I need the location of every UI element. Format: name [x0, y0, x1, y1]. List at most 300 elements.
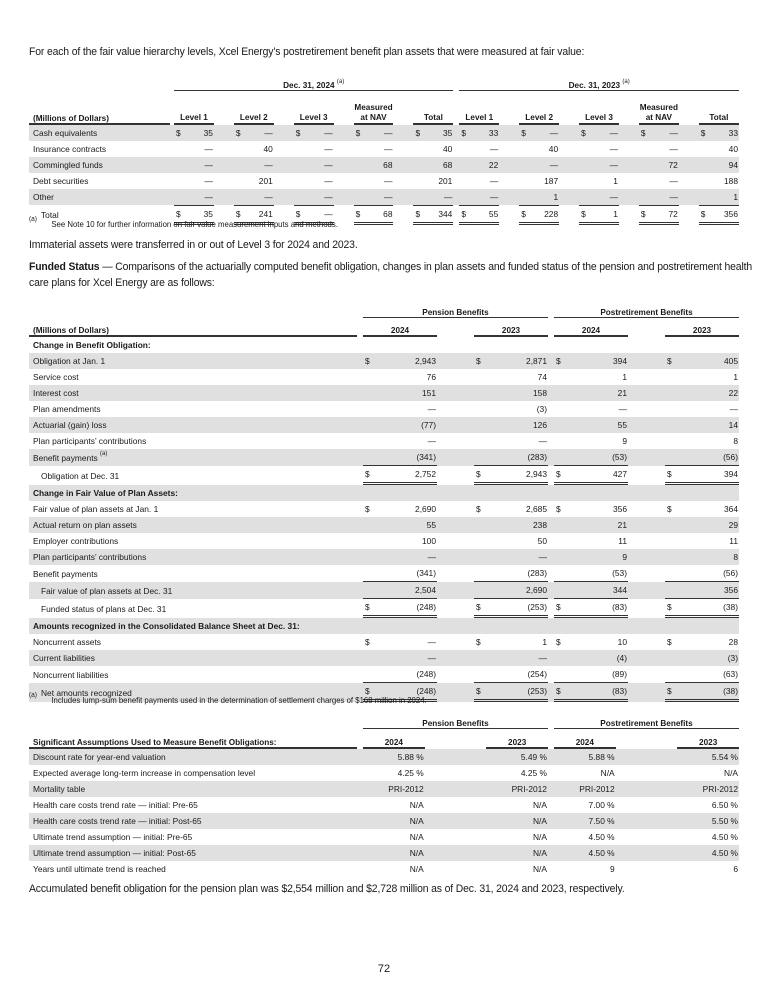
- currency-symbol: [294, 157, 314, 173]
- row-label: Other: [29, 189, 170, 205]
- cell-value: 50: [537, 536, 547, 546]
- cell-value: —: [374, 125, 394, 141]
- gap-cell: [616, 781, 678, 797]
- gap-cell: [559, 173, 579, 189]
- currency-symbol: [459, 141, 479, 157]
- year-header: 2024: [554, 729, 616, 749]
- table-row: [29, 353, 739, 369]
- row-label: Health care costs trend rate — initial: Pre-65: [33, 800, 198, 810]
- table-row: [29, 385, 739, 401]
- gap-cell: [425, 861, 487, 877]
- gap-cell: [628, 683, 665, 702]
- cell-value: 100: [422, 536, 436, 546]
- gap-cell: [616, 829, 678, 845]
- period-header: [459, 68, 739, 91]
- cell-value: 21: [591, 517, 628, 533]
- cell-value: (56): [702, 449, 739, 466]
- header-spacer: [29, 300, 357, 318]
- cell-value: —: [427, 404, 436, 414]
- currency-symbol: [665, 401, 702, 417]
- cell-value: —: [433, 189, 453, 205]
- header-row-periods: [29, 68, 739, 91]
- currency-symbol: $: [413, 205, 433, 225]
- cell-value: 9: [622, 436, 627, 446]
- currency-symbol: [699, 173, 719, 189]
- gap-cell: [437, 401, 474, 417]
- cell-value: (38): [702, 599, 739, 618]
- row-label: [29, 353, 357, 369]
- column-header-line: Measured: [639, 103, 678, 112]
- row-label: [29, 634, 357, 650]
- cell-value: (3): [536, 404, 547, 414]
- cell-value: 158: [511, 385, 548, 401]
- currency-symbol: [554, 650, 591, 666]
- year-header: 2024: [363, 318, 437, 337]
- gap-cell: [274, 157, 294, 173]
- gap-cell: [619, 189, 639, 205]
- currency-symbol: $: [556, 637, 561, 647]
- currency-symbol: [363, 666, 400, 683]
- currency-symbol: [554, 417, 591, 433]
- cell-value: 33: [479, 125, 499, 141]
- currency-symbol: [665, 517, 702, 533]
- cell-value: 344: [591, 582, 628, 599]
- gap-cell: [628, 369, 665, 385]
- cell-value: 35: [194, 205, 214, 225]
- currency-symbol: [699, 157, 719, 173]
- table-row: [29, 549, 739, 565]
- currency-symbol: [554, 385, 591, 401]
- gap-cell: [679, 141, 699, 157]
- cell-value: —: [479, 189, 499, 205]
- currency-symbol: [639, 157, 659, 173]
- row-label: [29, 401, 357, 417]
- footnote-mark: (a): [29, 692, 37, 699]
- currency-symbol: [474, 433, 511, 449]
- row-label: Debt securities: [33, 176, 89, 186]
- gap-cell: [628, 401, 665, 417]
- cell-value: 35: [194, 125, 214, 141]
- cell-value: (4): [591, 650, 628, 666]
- cell-value: —: [204, 176, 213, 186]
- gap-cell: [274, 189, 294, 205]
- currency-symbol: [639, 173, 659, 189]
- gap-cell: [334, 189, 354, 205]
- gap-cell: [559, 157, 579, 173]
- currency-symbol: $: [174, 125, 194, 141]
- column-header-level1: Level 1: [459, 91, 499, 125]
- section-title: Change in Benefit Obligation:: [33, 340, 151, 350]
- currency-symbol: [363, 533, 400, 549]
- cell-value: —: [729, 404, 738, 414]
- row-label: [29, 501, 357, 517]
- gap-cell: [628, 582, 665, 599]
- currency-symbol: [413, 189, 433, 205]
- period-header-text: Dec. 31, 2024: [283, 81, 335, 90]
- section-title-row: [29, 337, 739, 353]
- units-header: (Millions of Dollars): [29, 318, 357, 337]
- gap-cell: [499, 91, 519, 125]
- currency-symbol: [554, 449, 591, 466]
- column-header-level2: Level 2: [519, 91, 559, 125]
- table-row: [29, 565, 739, 582]
- cell-value: 5.54 %: [677, 749, 739, 765]
- cell-value: 4.50 %: [588, 832, 615, 842]
- row-label: Mortality table: [29, 781, 357, 797]
- currency-symbol: [665, 533, 702, 549]
- year-header: 2024: [363, 729, 425, 749]
- table-row: [29, 157, 739, 173]
- column-header-total: Total: [413, 91, 453, 125]
- cell-value: —: [204, 144, 213, 154]
- currency-symbol: [363, 401, 400, 417]
- cell-value: (253): [511, 683, 548, 702]
- cell-value: —: [314, 157, 334, 173]
- cell-value: 29: [702, 517, 739, 533]
- row-label-text: Plan participants’ contributions: [33, 552, 147, 562]
- row-label-text: Benefit payments: [33, 568, 98, 579]
- cell-value: 94: [719, 157, 739, 173]
- row-label-text: Employer contributions: [33, 536, 119, 546]
- gap-cell: [499, 141, 519, 157]
- cell-value: (83): [591, 599, 628, 618]
- assumptions-header-label: Significant Assumptions Used to Measure Benefit Obligations:: [29, 729, 357, 749]
- level3-paragraph: Immaterial assets were transferred in or out of Level 3 for 2024 and 2023.: [29, 239, 358, 251]
- cell-value: —: [599, 157, 619, 173]
- gap-cell: [214, 189, 234, 205]
- cell-value: (53): [591, 449, 628, 466]
- gap-cell: [679, 125, 699, 141]
- gap-cell: [619, 205, 639, 225]
- currency-symbol: [665, 565, 702, 582]
- row-label-text: Current liabilities: [33, 653, 95, 663]
- currency-symbol: $: [294, 205, 314, 225]
- period-header-text: Dec. 31, 2023: [568, 81, 621, 90]
- gap-cell: [437, 634, 474, 650]
- table-row: [29, 449, 739, 466]
- table-row-total: [29, 466, 739, 485]
- cell-value: N/A: [363, 813, 425, 829]
- cell-value: —: [194, 189, 214, 205]
- cell-value: 7.00 %: [588, 800, 615, 810]
- gap-cell: [619, 157, 639, 173]
- footnote-text: Includes lump-sum benefit payments used in the determination of settlement charges of $168 million in 2024.: [51, 695, 427, 705]
- row-label-text: Obligation at Jan. 1: [33, 356, 106, 366]
- currency-symbol: $: [363, 599, 400, 618]
- gap-cell: [616, 813, 678, 829]
- gap-cell: [616, 797, 678, 813]
- row-label: Insurance contracts: [33, 144, 107, 154]
- gap-cell: [559, 91, 579, 125]
- cell-value: 364: [724, 504, 738, 514]
- footnote-mark: (a): [100, 450, 108, 457]
- cell-value: 28: [728, 637, 738, 647]
- year-header: 2024: [554, 318, 628, 337]
- gap-cell: [437, 449, 474, 466]
- gap-cell: [393, 205, 413, 225]
- currency-symbol: [413, 173, 433, 189]
- gap-cell: [425, 781, 487, 797]
- cell-value: (248): [400, 666, 437, 683]
- group-header: Pension Benefits: [363, 712, 548, 729]
- currency-symbol: [459, 173, 479, 189]
- cell-value: N/A: [409, 832, 424, 842]
- currency-symbol: [554, 549, 591, 565]
- currency-symbol: $: [459, 125, 479, 141]
- gap-cell: [437, 318, 474, 337]
- table-row: [29, 813, 739, 829]
- gap-cell: [628, 449, 665, 466]
- gap-cell: [437, 517, 474, 533]
- units-header: (Millions of Dollars): [29, 91, 170, 125]
- cell-value: 2,871: [511, 353, 548, 369]
- currency-symbol: [174, 173, 194, 189]
- cell-value: 405: [702, 353, 739, 369]
- currency-symbol: [174, 189, 194, 205]
- currency-symbol: [363, 650, 400, 666]
- column-header-nav: [639, 91, 679, 125]
- currency-symbol: [474, 582, 511, 599]
- table-row: [29, 173, 739, 189]
- gap-cell: [499, 173, 519, 189]
- row-label-text: Funded status of plans at Dec. 31: [41, 603, 167, 614]
- cell-value: 238: [511, 517, 548, 533]
- currency-symbol: $: [556, 504, 561, 514]
- gap-cell: [628, 433, 665, 449]
- cell-value: 187: [544, 176, 559, 186]
- gap-cell: [628, 517, 665, 533]
- cell-value: 74: [537, 372, 547, 382]
- currency-symbol: [579, 189, 599, 205]
- gap-cell: [334, 157, 354, 173]
- gap-cell: [628, 650, 665, 666]
- gap-cell: [499, 125, 519, 141]
- currency-symbol: [554, 533, 591, 549]
- cell-value: (253): [511, 599, 548, 618]
- table-row: [29, 861, 739, 877]
- currency-symbol: [363, 417, 400, 433]
- cell-value: PRI-2012: [363, 781, 425, 797]
- cell-value: N/A: [533, 864, 547, 874]
- row-label: [29, 466, 357, 485]
- currency-symbol: $: [234, 205, 254, 225]
- cell-value: 11: [618, 536, 627, 546]
- cell-value: 394: [702, 466, 739, 485]
- currency-symbol: $: [554, 353, 591, 369]
- currency-symbol: [474, 449, 511, 466]
- cell-value: 5.50 %: [677, 813, 739, 829]
- cell-value: PRI-2012: [677, 781, 739, 797]
- cell-value: 8: [702, 549, 739, 565]
- cell-value: 228: [539, 205, 559, 225]
- gap-cell: [437, 582, 474, 599]
- gap-cell: [334, 125, 354, 141]
- currency-symbol: [665, 433, 702, 449]
- currency-symbol: [459, 189, 479, 205]
- gap-cell: [679, 157, 699, 173]
- currency-symbol: [519, 157, 539, 173]
- currency-symbol: $: [234, 125, 254, 141]
- currency-symbol: $: [699, 205, 719, 225]
- gap-cell: [499, 189, 519, 205]
- gap-cell: [274, 141, 294, 157]
- footnote-mark: (a): [336, 79, 345, 85]
- footnote-mark: (a): [29, 216, 37, 223]
- row-label-text: Benefit payments: [33, 452, 98, 463]
- gap-cell: [628, 385, 665, 401]
- currency-symbol: $: [554, 466, 591, 485]
- gap-cell: [628, 501, 665, 517]
- gap-cell: [274, 173, 294, 189]
- cell-value: 4.50 %: [554, 845, 616, 861]
- cell-value: 5.88 %: [554, 749, 616, 765]
- cell-value: —: [314, 205, 334, 225]
- row-label: Ultimate trend assumption — initial: Pre-65: [33, 832, 193, 842]
- table-row: [29, 533, 739, 549]
- currency-symbol: [639, 189, 659, 205]
- funded-status-paragraph: [29, 259, 764, 291]
- cell-value: —: [609, 144, 618, 154]
- assumptions-table: [29, 712, 739, 877]
- cell-value: —: [254, 189, 274, 205]
- currency-symbol: [474, 401, 511, 417]
- currency-symbol: [363, 582, 400, 599]
- currency-symbol: $: [413, 125, 433, 141]
- cell-value: 55: [479, 205, 499, 225]
- cell-value: (83): [591, 683, 628, 702]
- gap-cell: [628, 417, 665, 433]
- row-label-text: Obligation at Dec. 31: [41, 470, 120, 481]
- section-title-row: [29, 485, 739, 501]
- row-label: [29, 385, 357, 401]
- cell-value: (341): [400, 449, 437, 466]
- currency-symbol: $: [667, 637, 672, 647]
- gap-cell: [437, 549, 474, 565]
- gap-cell: [619, 141, 639, 157]
- gap-cell: [628, 565, 665, 582]
- currency-symbol: $: [519, 205, 539, 225]
- table-row: [29, 765, 739, 781]
- table-row: [29, 666, 739, 683]
- currency-symbol: [363, 385, 400, 401]
- cell-value: —: [324, 144, 333, 154]
- currency-symbol: $: [474, 353, 511, 369]
- cell-value: (77): [400, 417, 437, 433]
- cell-value: —: [194, 157, 214, 173]
- currency-symbol: [234, 189, 254, 205]
- row-label: Discount rate for year-end valuation: [29, 749, 357, 765]
- row-label-text: Noncurrent assets: [33, 637, 101, 647]
- cell-value: 55: [591, 417, 628, 433]
- gap-cell: [393, 141, 413, 157]
- currency-symbol: [354, 173, 374, 189]
- header-row-groups: [29, 300, 739, 318]
- currency-symbol: $: [554, 683, 591, 702]
- header-row-years: [29, 318, 739, 337]
- gap-cell: [274, 125, 294, 141]
- cell-value: (38): [702, 683, 739, 702]
- currency-symbol: $: [699, 125, 719, 141]
- currency-symbol: [294, 173, 314, 189]
- intro-paragraph: For each of the fair value hierarchy levels, Xcel Energy’s postretirement benefit plan assets that were measured at fair value:: [29, 46, 585, 58]
- currency-symbol: [474, 666, 511, 683]
- currency-symbol: [665, 449, 702, 466]
- currency-symbol: $: [294, 125, 314, 141]
- cell-value: 1: [599, 205, 619, 225]
- row-label: Years until ultimate trend is reached: [33, 864, 166, 874]
- row-label-text: Net amounts recognized: [41, 687, 132, 698]
- gap-cell: [393, 173, 413, 189]
- year-header: 2023: [474, 318, 548, 337]
- currency-symbol: $: [365, 637, 370, 647]
- cell-value: 11: [729, 536, 738, 546]
- cell-value: PRI-2012: [486, 781, 548, 797]
- currency-symbol: [474, 517, 511, 533]
- currency-symbol: [519, 173, 539, 189]
- cell-value: 10: [617, 637, 627, 647]
- cell-value: 55: [400, 517, 437, 533]
- currency-symbol: [554, 666, 591, 683]
- cell-value: 356: [613, 504, 627, 514]
- currency-symbol: [474, 417, 511, 433]
- currency-symbol: $: [354, 205, 374, 225]
- currency-symbol: [579, 157, 599, 173]
- currency-symbol: $: [639, 125, 659, 141]
- gap-cell: [616, 729, 678, 749]
- currency-symbol: $: [365, 504, 370, 514]
- gap-cell: [437, 683, 474, 702]
- cell-value: 2,685: [526, 504, 547, 514]
- cell-value: (283): [511, 565, 548, 582]
- cell-value: 2,504: [400, 582, 437, 599]
- currency-symbol: $: [519, 125, 539, 141]
- currency-symbol: [665, 650, 702, 666]
- row-label: [29, 449, 357, 466]
- cell-value: 40: [548, 144, 559, 154]
- table-row: [29, 417, 739, 433]
- cell-value: 9: [591, 549, 628, 565]
- cell-value: —: [669, 176, 678, 186]
- currency-symbol: [665, 369, 702, 385]
- cell-value: 22: [479, 157, 499, 173]
- currency-symbol: [413, 157, 433, 173]
- currency-symbol: [554, 582, 591, 599]
- table-row: [29, 650, 739, 666]
- currency-symbol: [665, 549, 702, 565]
- header-spacer: [29, 68, 170, 91]
- currency-symbol: [665, 666, 702, 683]
- table-row: [29, 141, 739, 157]
- gap-cell: [437, 501, 474, 517]
- header-spacer: [29, 712, 357, 729]
- cell-value: 394: [591, 353, 628, 369]
- table-row: [29, 749, 739, 765]
- cell-value: 8: [733, 436, 738, 446]
- row-label: Ultimate trend assumption — initial: Post-65: [29, 845, 357, 861]
- currency-symbol: [459, 157, 479, 173]
- gap-cell: [559, 125, 579, 141]
- cell-value: 6: [733, 864, 738, 874]
- cell-value: —: [659, 125, 679, 141]
- cell-value: 72: [659, 157, 679, 173]
- currency-symbol: $: [665, 353, 702, 369]
- row-label-text: Actual return on plan assets: [33, 520, 137, 530]
- gap-cell: [437, 666, 474, 683]
- cell-value: 1: [539, 189, 559, 205]
- section-title: Change in Fair Value of Plan Assets:: [29, 485, 739, 501]
- gap-cell: [616, 845, 678, 861]
- cell-value: —: [599, 125, 619, 141]
